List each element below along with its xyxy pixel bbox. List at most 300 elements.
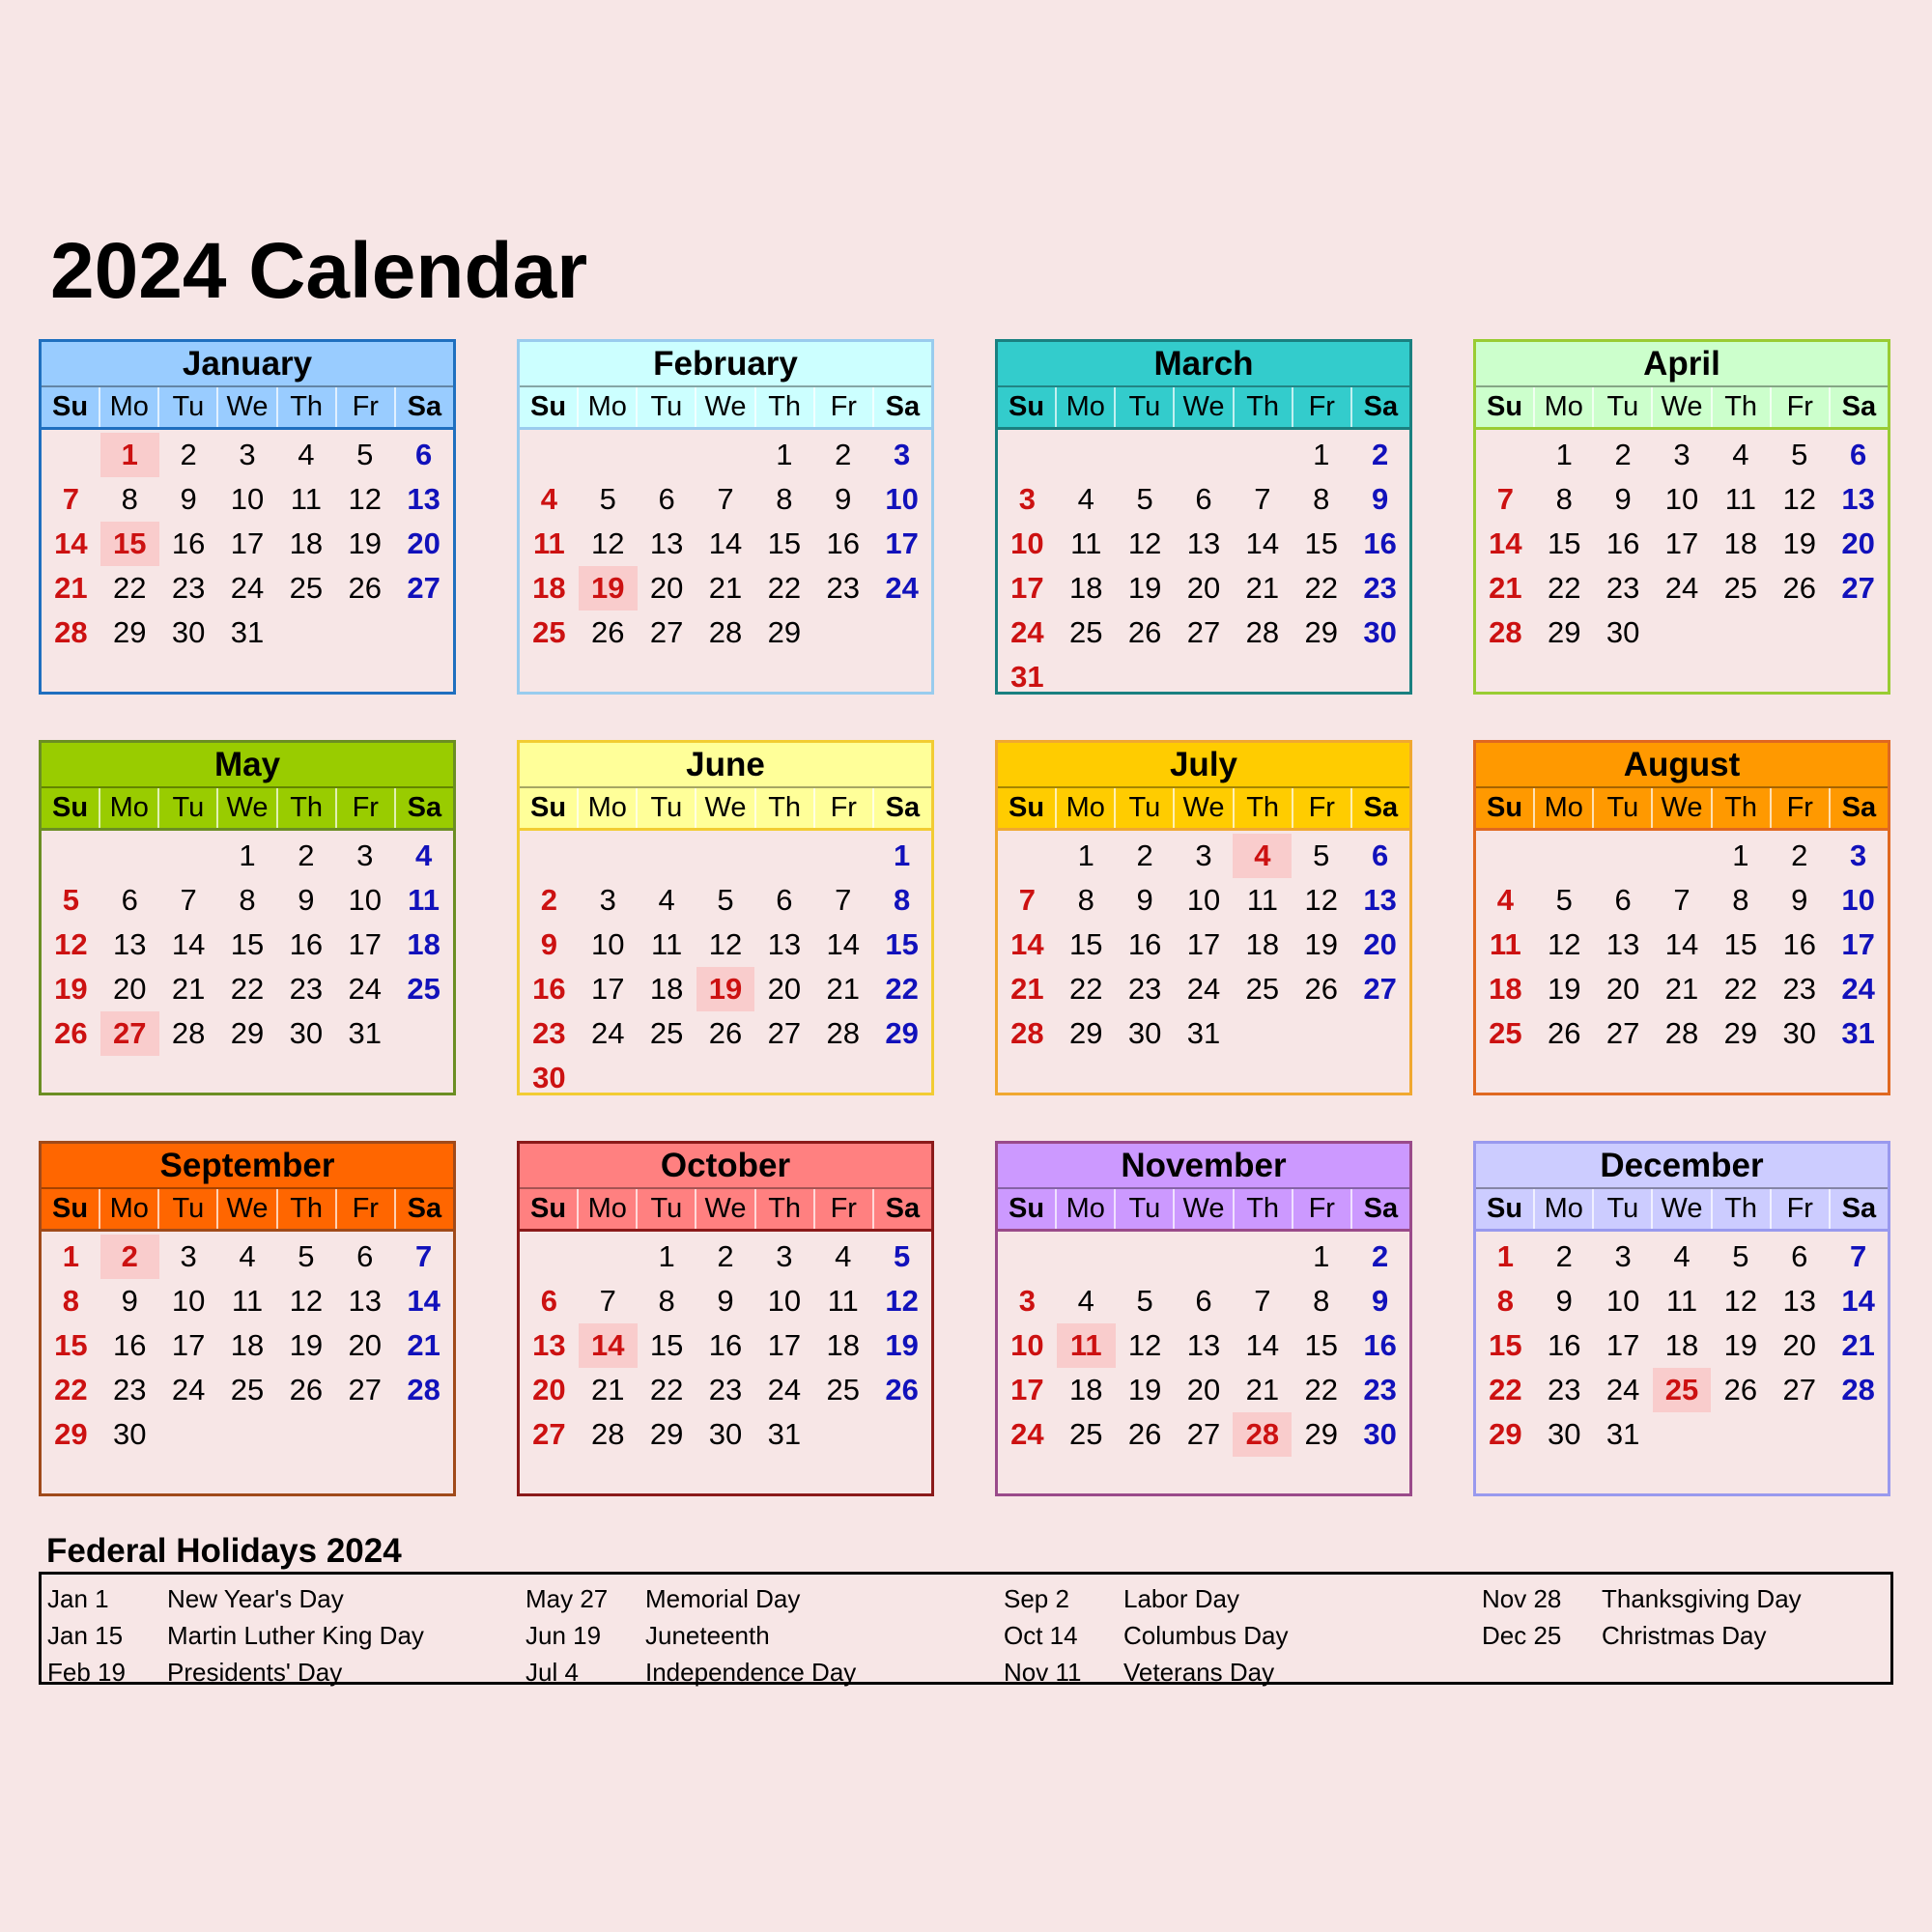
day-cell: 16 bbox=[1548, 1328, 1581, 1362]
weekday-label: Mo bbox=[579, 788, 638, 828]
weekday-label: Th bbox=[1235, 387, 1293, 427]
holiday-day: 14 bbox=[579, 1323, 638, 1368]
day-cell: 4 bbox=[298, 438, 315, 471]
empty-cell bbox=[520, 1235, 579, 1279]
day-cell: 9 bbox=[298, 883, 315, 917]
weekday-label: Fr bbox=[1293, 788, 1352, 828]
holiday-row bbox=[42, 1617, 505, 1654]
day-cell: 31 bbox=[1010, 660, 1044, 694]
weekday-label: Mo bbox=[579, 1189, 638, 1229]
day-cell: 15 bbox=[1304, 526, 1338, 560]
weekday-label: We bbox=[1653, 387, 1712, 427]
empty-cell bbox=[42, 433, 100, 477]
day-cell: 16 bbox=[113, 1328, 147, 1362]
day-cell: 13 bbox=[1186, 1328, 1221, 1362]
empty-cell bbox=[1057, 1235, 1116, 1279]
weekday-header bbox=[42, 387, 453, 430]
day-grid bbox=[42, 831, 453, 1056]
day-grid bbox=[998, 831, 1409, 1056]
empty-cell bbox=[579, 834, 638, 878]
day-cell: 26 bbox=[1304, 972, 1338, 1006]
day-cell: 29 bbox=[1723, 1016, 1758, 1050]
day-cell: 1 bbox=[776, 438, 793, 471]
day-cell: 8 bbox=[1496, 1284, 1515, 1318]
day-cell: 26 bbox=[1548, 1016, 1581, 1050]
holiday-date: Jan 15 bbox=[47, 1621, 124, 1650]
day-cell: 6 bbox=[658, 482, 675, 516]
month-january bbox=[39, 339, 456, 695]
day-cell: 16 bbox=[1363, 526, 1397, 560]
day-cell: 6 bbox=[540, 1284, 558, 1318]
day-cell: 6 bbox=[356, 1239, 374, 1273]
day-cell: 28 bbox=[1841, 1373, 1875, 1406]
holiday-day: 15 bbox=[100, 522, 159, 566]
weekday-label: Fr bbox=[1772, 387, 1831, 427]
day-cell: 22 bbox=[54, 1373, 88, 1406]
holiday-row bbox=[520, 1617, 983, 1654]
day-cell: 25 bbox=[1489, 1016, 1522, 1050]
day-cell: 25 bbox=[649, 1016, 684, 1050]
weekday-label: We bbox=[218, 387, 277, 427]
day-cell: 19 bbox=[54, 972, 88, 1006]
day-cell: 17 bbox=[1010, 571, 1044, 605]
weekday-label: Tu bbox=[638, 1189, 696, 1229]
day-cell: 24 bbox=[1010, 1417, 1044, 1451]
day-cell: 8 bbox=[1077, 883, 1094, 917]
day-cell: 23 bbox=[289, 972, 324, 1006]
weekday-header bbox=[42, 1189, 453, 1232]
empty-cell bbox=[1116, 1235, 1175, 1279]
empty-cell bbox=[1476, 834, 1535, 878]
day-cell: 3 bbox=[776, 1239, 793, 1273]
day-cell: 18 bbox=[1069, 571, 1103, 605]
day-cell: 11 bbox=[1246, 883, 1278, 917]
day-cell: 21 bbox=[407, 1328, 440, 1362]
weekday-label: Su bbox=[42, 788, 100, 828]
day-cell: 7 bbox=[1254, 1284, 1271, 1318]
day-cell: 26 bbox=[289, 1373, 324, 1406]
weekday-label: Fr bbox=[815, 387, 874, 427]
day-cell: 24 bbox=[885, 571, 919, 605]
weekday-label: Mo bbox=[100, 1189, 159, 1229]
weekday-label: Su bbox=[998, 387, 1057, 427]
day-cell: 5 bbox=[298, 1239, 315, 1273]
day-cell: 27 bbox=[532, 1417, 566, 1451]
day-cell: 20 bbox=[1841, 526, 1875, 560]
day-cell: 19 bbox=[1127, 571, 1162, 605]
month-february bbox=[517, 339, 934, 695]
day-cell: 17 bbox=[1010, 1373, 1044, 1406]
day-cell: 21 bbox=[826, 972, 860, 1006]
day-cell: 3 bbox=[1673, 438, 1690, 471]
day-cell: 9 bbox=[835, 482, 852, 516]
day-cell: 24 bbox=[1841, 972, 1875, 1006]
holiday-date: May 27 bbox=[526, 1584, 609, 1613]
day-cell: 22 bbox=[1069, 972, 1103, 1006]
day-cell: 3 bbox=[180, 1239, 197, 1273]
day-cell: 16 bbox=[171, 526, 206, 560]
holiday-name: Presidents' Day bbox=[167, 1658, 343, 1687]
empty-cell bbox=[754, 834, 813, 878]
day-cell: 16 bbox=[708, 1328, 743, 1362]
day-cell: 18 bbox=[1664, 1328, 1699, 1362]
day-cell: 15 bbox=[885, 927, 919, 961]
day-cell: 17 bbox=[1664, 526, 1699, 560]
empty-cell bbox=[638, 433, 696, 477]
day-cell: 25 bbox=[1245, 972, 1280, 1006]
weekday-label: Su bbox=[42, 387, 100, 427]
day-cell: 7 bbox=[599, 1284, 616, 1318]
day-cell: 4 bbox=[1732, 438, 1749, 471]
day-grid bbox=[42, 1232, 453, 1457]
day-cell: 6 bbox=[1195, 1284, 1212, 1318]
weekday-label: Tu bbox=[159, 788, 218, 828]
holiday-column bbox=[998, 1580, 1462, 1690]
day-cell: 26 bbox=[1723, 1373, 1758, 1406]
weekday-label: Th bbox=[1713, 387, 1772, 427]
day-grid bbox=[998, 1232, 1409, 1457]
empty-cell bbox=[813, 834, 872, 878]
day-cell: 12 bbox=[348, 482, 382, 516]
holiday-date: Nov 11 bbox=[1004, 1658, 1082, 1687]
day-cell: 13 bbox=[1186, 526, 1221, 560]
day-cell: 9 bbox=[540, 927, 558, 961]
day-cell: 16 bbox=[1605, 526, 1640, 560]
day-cell: 3 bbox=[239, 438, 256, 471]
day-cell: 20 bbox=[1186, 1373, 1221, 1406]
day-cell: 20 bbox=[1363, 927, 1397, 961]
day-cell: 14 bbox=[708, 526, 743, 560]
day-cell: 27 bbox=[1363, 972, 1397, 1006]
day-cell: 14 bbox=[54, 526, 88, 560]
day-cell: 23 bbox=[1363, 571, 1397, 605]
empty-cell bbox=[638, 834, 696, 878]
day-grid bbox=[42, 430, 453, 655]
weekday-label: Th bbox=[756, 387, 815, 427]
weekday-header bbox=[520, 788, 931, 831]
day-cell: 21 bbox=[54, 571, 88, 605]
day-cell: 3 bbox=[1849, 838, 1867, 872]
weekday-label: Tu bbox=[1594, 1189, 1653, 1229]
day-grid bbox=[520, 831, 931, 1100]
holiday-date: Jan 1 bbox=[47, 1584, 109, 1613]
day-cell: 10 bbox=[767, 1284, 802, 1318]
weekday-label: Tu bbox=[1116, 387, 1175, 427]
holiday-day: 27 bbox=[100, 1011, 159, 1056]
day-cell: 7 bbox=[717, 482, 734, 516]
day-cell: 7 bbox=[835, 883, 852, 917]
weekday-label: Sa bbox=[1831, 1189, 1888, 1229]
day-cell: 3 bbox=[1018, 482, 1037, 516]
weekday-header bbox=[42, 788, 453, 831]
day-cell: 10 bbox=[171, 1284, 206, 1318]
empty-cell bbox=[696, 834, 755, 878]
weekday-label: We bbox=[1653, 788, 1712, 828]
day-grid bbox=[998, 430, 1409, 699]
day-cell: 7 bbox=[1254, 482, 1271, 516]
day-cell: 7 bbox=[414, 1239, 433, 1273]
day-cell: 14 bbox=[1664, 927, 1699, 961]
weekday-label: We bbox=[1175, 1189, 1234, 1229]
day-cell: 24 bbox=[1186, 972, 1221, 1006]
day-cell: 14 bbox=[1841, 1284, 1875, 1318]
day-cell: 27 bbox=[348, 1373, 382, 1406]
day-cell: 10 bbox=[230, 482, 265, 516]
day-cell: 29 bbox=[767, 615, 802, 649]
day-cell: 3 bbox=[1614, 1239, 1632, 1273]
day-cell: 3 bbox=[893, 438, 911, 471]
month-march bbox=[995, 339, 1412, 695]
day-cell: 19 bbox=[1304, 927, 1338, 961]
day-cell: 25 bbox=[289, 571, 324, 605]
day-cell: 29 bbox=[1548, 615, 1581, 649]
day-cell: 18 bbox=[532, 571, 566, 605]
day-cell: 18 bbox=[407, 927, 440, 961]
day-cell: 14 bbox=[1245, 1328, 1280, 1362]
day-cell: 30 bbox=[171, 615, 206, 649]
month-october bbox=[517, 1141, 934, 1496]
day-cell: 1 bbox=[1313, 438, 1330, 471]
day-cell: 20 bbox=[1782, 1328, 1816, 1362]
day-cell: 28 bbox=[1489, 615, 1522, 649]
weekday-label: Su bbox=[520, 1189, 579, 1229]
day-cell: 27 bbox=[1186, 1417, 1221, 1451]
day-cell: 9 bbox=[1371, 1284, 1389, 1318]
holiday-name: Thanksgiving Day bbox=[1602, 1584, 1802, 1613]
day-cell: 14 bbox=[1010, 927, 1044, 961]
month-may bbox=[39, 740, 456, 1095]
weekday-label: Sa bbox=[1352, 387, 1409, 427]
weekday-header bbox=[1476, 1189, 1888, 1232]
day-cell: 11 bbox=[1490, 927, 1521, 961]
day-cell: 28 bbox=[708, 615, 743, 649]
day-cell: 31 bbox=[348, 1016, 382, 1050]
day-cell: 29 bbox=[885, 1016, 919, 1050]
day-cell: 27 bbox=[1782, 1373, 1816, 1406]
weekday-label: Su bbox=[998, 1189, 1057, 1229]
weekday-header bbox=[998, 1189, 1409, 1232]
day-cell: 4 bbox=[239, 1239, 256, 1273]
day-cell: 9 bbox=[717, 1284, 734, 1318]
day-cell: 11 bbox=[827, 1284, 859, 1318]
day-cell: 11 bbox=[290, 482, 322, 516]
day-cell: 20 bbox=[348, 1328, 382, 1362]
weekday-label: Sa bbox=[396, 1189, 453, 1229]
weekday-header bbox=[520, 1189, 931, 1232]
day-cell: 29 bbox=[113, 615, 147, 649]
month-name: December bbox=[1476, 1144, 1888, 1189]
day-cell: 4 bbox=[835, 1239, 852, 1273]
month-december bbox=[1473, 1141, 1890, 1496]
day-cell: 15 bbox=[1489, 1328, 1522, 1362]
day-cell: 20 bbox=[532, 1373, 566, 1406]
month-november bbox=[995, 1141, 1412, 1496]
day-cell: 22 bbox=[885, 972, 919, 1006]
weekday-label: Fr bbox=[1772, 788, 1831, 828]
day-cell: 26 bbox=[708, 1016, 743, 1050]
day-cell: 5 bbox=[1791, 438, 1808, 471]
day-cell: 20 bbox=[113, 972, 147, 1006]
empty-cell bbox=[579, 1235, 638, 1279]
day-cell: 26 bbox=[1127, 1417, 1162, 1451]
day-cell: 13 bbox=[1363, 883, 1397, 917]
weekday-label: Sa bbox=[1831, 387, 1888, 427]
day-cell: 1 bbox=[239, 838, 256, 872]
day-cell: 18 bbox=[649, 972, 684, 1006]
holiday-day: 25 bbox=[1653, 1368, 1712, 1412]
day-cell: 28 bbox=[171, 1016, 206, 1050]
weekday-label: We bbox=[1175, 788, 1234, 828]
weekday-label: Th bbox=[278, 387, 337, 427]
empty-cell bbox=[520, 433, 579, 477]
day-cell: 12 bbox=[289, 1284, 324, 1318]
day-cell: 5 bbox=[62, 883, 80, 917]
day-cell: 6 bbox=[1195, 482, 1212, 516]
day-cell: 2 bbox=[540, 883, 558, 917]
day-cell: 26 bbox=[1127, 615, 1162, 649]
day-cell: 2 bbox=[180, 438, 197, 471]
weekday-label: Tu bbox=[159, 387, 218, 427]
day-cell: 10 bbox=[885, 482, 919, 516]
day-cell: 22 bbox=[230, 972, 265, 1006]
day-cell: 8 bbox=[1555, 482, 1573, 516]
day-cell: 4 bbox=[414, 838, 433, 872]
day-cell: 15 bbox=[54, 1328, 88, 1362]
day-cell: 30 bbox=[1127, 1016, 1162, 1050]
day-cell: 5 bbox=[356, 438, 374, 471]
day-cell: 3 bbox=[1195, 838, 1212, 872]
holiday-date: Nov 28 bbox=[1482, 1584, 1562, 1613]
day-cell: 15 bbox=[1548, 526, 1581, 560]
holiday-row bbox=[998, 1654, 1462, 1690]
day-cell: 2 bbox=[717, 1239, 734, 1273]
day-cell: 16 bbox=[289, 927, 324, 961]
holiday-day: 19 bbox=[696, 967, 755, 1011]
day-cell: 9 bbox=[1555, 1284, 1573, 1318]
holiday-name: Columbus Day bbox=[1123, 1621, 1289, 1650]
day-cell: 24 bbox=[767, 1373, 802, 1406]
day-cell: 13 bbox=[1782, 1284, 1816, 1318]
day-cell: 13 bbox=[407, 482, 440, 516]
day-cell: 30 bbox=[1363, 1417, 1397, 1451]
day-cell: 22 bbox=[649, 1373, 684, 1406]
day-cell: 27 bbox=[1841, 571, 1875, 605]
day-cell: 14 bbox=[1489, 526, 1522, 560]
day-cell: 2 bbox=[1371, 1239, 1389, 1273]
weekday-header bbox=[1476, 387, 1888, 430]
empty-cell bbox=[1057, 433, 1116, 477]
day-cell: 30 bbox=[113, 1417, 147, 1451]
empty-cell bbox=[100, 834, 159, 878]
day-cell: 27 bbox=[1605, 1016, 1640, 1050]
day-cell: 21 bbox=[1841, 1328, 1875, 1362]
empty-cell bbox=[1175, 433, 1234, 477]
day-cell: 7 bbox=[1849, 1239, 1867, 1273]
day-cell: 25 bbox=[1069, 1417, 1103, 1451]
weekday-label: Th bbox=[1713, 788, 1772, 828]
day-cell: 1 bbox=[893, 838, 911, 872]
day-cell: 4 bbox=[1496, 883, 1515, 917]
day-cell: 22 bbox=[113, 571, 147, 605]
day-cell: 22 bbox=[1723, 972, 1758, 1006]
day-cell: 21 bbox=[1664, 972, 1699, 1006]
empty-cell bbox=[42, 834, 100, 878]
day-grid bbox=[520, 430, 931, 655]
holiday-day: 28 bbox=[1233, 1412, 1292, 1457]
day-grid bbox=[1476, 1232, 1888, 1457]
day-cell: 6 bbox=[776, 883, 793, 917]
day-cell: 12 bbox=[1127, 526, 1162, 560]
day-cell: 18 bbox=[289, 526, 324, 560]
empty-cell bbox=[1594, 834, 1653, 878]
day-grid bbox=[1476, 831, 1888, 1056]
day-cell: 24 bbox=[230, 571, 265, 605]
day-cell: 6 bbox=[1371, 838, 1389, 872]
weekday-label: Mo bbox=[1535, 1189, 1594, 1229]
holiday-row bbox=[520, 1580, 983, 1617]
day-cell: 6 bbox=[1849, 438, 1867, 471]
weekday-label: Sa bbox=[874, 1189, 931, 1229]
day-cell: 27 bbox=[767, 1016, 802, 1050]
holiday-row bbox=[42, 1654, 505, 1690]
day-cell: 5 bbox=[1555, 883, 1573, 917]
day-cell: 28 bbox=[591, 1417, 625, 1451]
holiday-day: 1 bbox=[100, 433, 159, 477]
day-cell: 13 bbox=[532, 1328, 566, 1362]
day-cell: 12 bbox=[708, 927, 743, 961]
day-cell: 26 bbox=[591, 615, 625, 649]
day-cell: 7 bbox=[62, 482, 80, 516]
holiday-row bbox=[1476, 1580, 1932, 1617]
day-cell: 2 bbox=[1555, 1239, 1573, 1273]
weekday-label: Tu bbox=[1594, 387, 1653, 427]
weekday-label: Sa bbox=[874, 387, 931, 427]
day-cell: 30 bbox=[708, 1417, 743, 1451]
day-cell: 28 bbox=[1245, 615, 1280, 649]
weekday-label: We bbox=[218, 1189, 277, 1229]
day-cell: 4 bbox=[1077, 1284, 1094, 1318]
day-cell: 29 bbox=[1304, 1417, 1338, 1451]
day-cell: 4 bbox=[658, 883, 675, 917]
day-cell: 25 bbox=[230, 1373, 265, 1406]
day-cell: 26 bbox=[885, 1373, 919, 1406]
day-cell: 10 bbox=[1841, 883, 1875, 917]
month-name: November bbox=[998, 1144, 1409, 1189]
day-cell: 28 bbox=[826, 1016, 860, 1050]
day-cell: 2 bbox=[1791, 838, 1808, 872]
weekday-label: Su bbox=[520, 387, 579, 427]
day-cell: 25 bbox=[826, 1373, 860, 1406]
day-cell: 20 bbox=[649, 571, 684, 605]
weekday-label: Fr bbox=[1293, 387, 1352, 427]
day-cell: 5 bbox=[1136, 482, 1153, 516]
weekday-header bbox=[1476, 788, 1888, 831]
day-cell: 15 bbox=[230, 927, 265, 961]
day-cell: 7 bbox=[1496, 482, 1515, 516]
day-cell: 13 bbox=[348, 1284, 382, 1318]
weekday-label: We bbox=[696, 387, 755, 427]
day-cell: 11 bbox=[408, 883, 440, 917]
weekday-label: We bbox=[696, 788, 755, 828]
day-cell: 28 bbox=[407, 1373, 440, 1406]
empty-cell bbox=[520, 834, 579, 878]
weekday-label: Mo bbox=[1057, 1189, 1116, 1229]
day-cell: 16 bbox=[1782, 927, 1816, 961]
day-cell: 17 bbox=[348, 927, 382, 961]
holiday-date: Sep 2 bbox=[1004, 1584, 1069, 1613]
day-cell: 14 bbox=[171, 927, 206, 961]
day-cell: 1 bbox=[1555, 438, 1573, 471]
